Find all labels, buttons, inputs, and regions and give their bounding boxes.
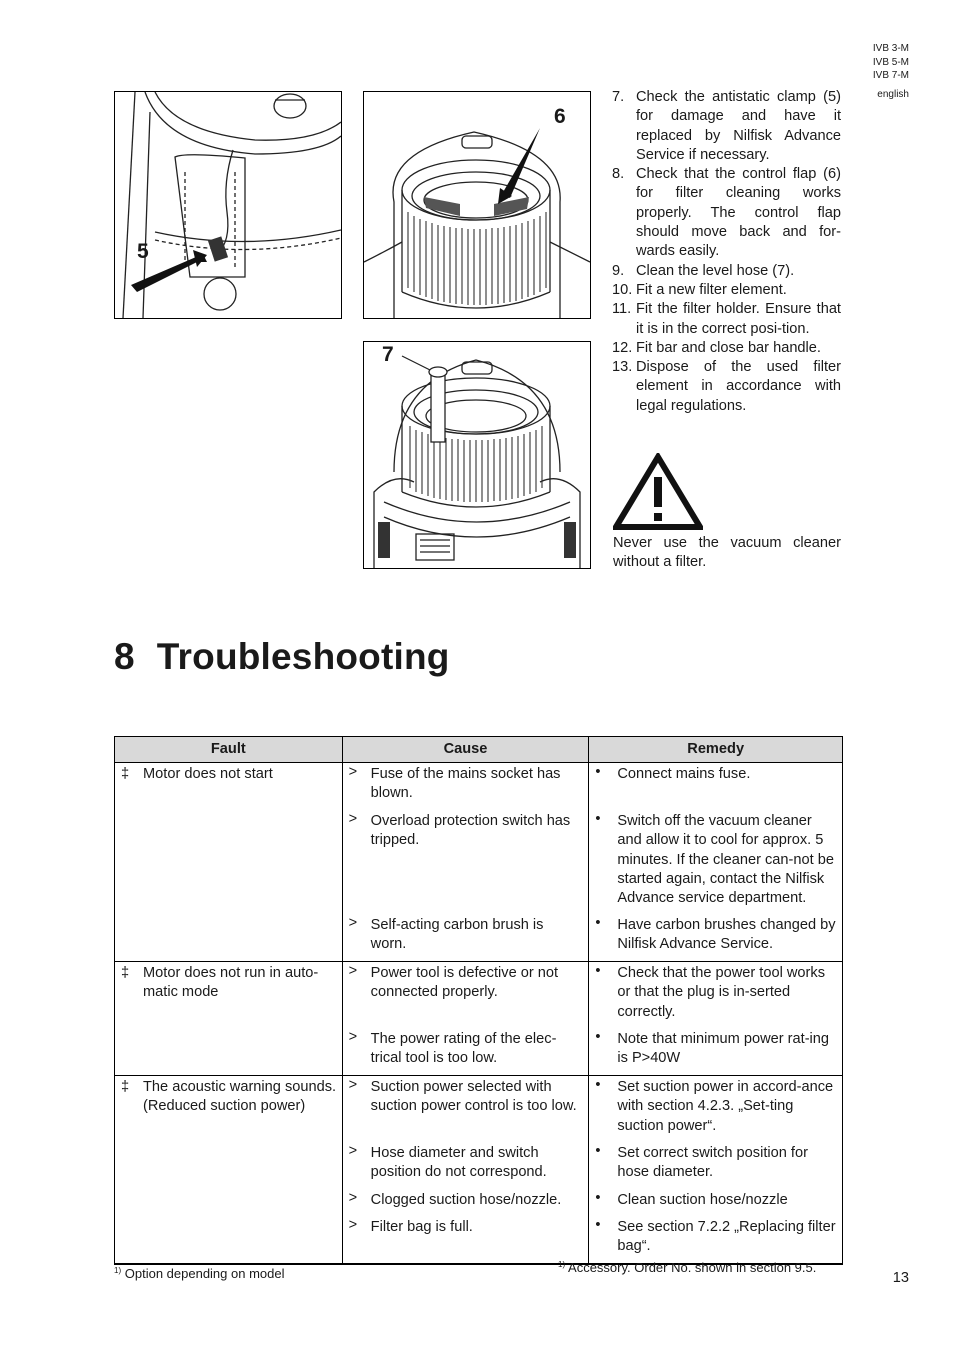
step-text: Check the antistatic clamp (5) for damage and have it replaced by Nilfisk Advance Service if necessary. [636,89,841,163]
remedy-item [589,962,842,1028]
model-name: IVB 3-M [872,43,909,54]
model-name: IVB 5-M [872,56,909,68]
model-name: IVB 7-M [872,70,909,81]
footnote-left-mark: 1) [114,1266,122,1275]
remedy-item [589,1216,842,1263]
remedy-text: Set suction power in accord-ance with section 4.2.3. „Set-ting suction power“. [617,1079,834,1134]
remedy-marker: • [595,811,601,827]
fault-cell [115,763,343,962]
chapter-number: 8 [114,636,135,677]
figure-antistatic-clamp [114,91,342,319]
cause-text: Filter bag is full. [370,1219,473,1235]
troubleshooting-table [114,736,843,1265]
remedy-text: Switch off the vacuum cleaner and allow it to cool for approx. 5 minutes. If the cleaner can-not be started again, contact the Nilfisk Advance service department. [617,813,834,907]
cause-cell [342,962,589,1076]
footnote-right-mark: 1) [558,1260,566,1269]
remedy-item [589,763,842,810]
remedy-cell [589,1076,843,1265]
cause-item [343,1216,589,1263]
footnote-right [558,1260,816,1275]
step-text: Clean the level hose (7). [636,262,795,279]
step-number: 12. [612,339,633,356]
fault-bullet: ‡ [121,965,130,981]
cause-cell [342,763,589,962]
instruction-step [612,88,841,165]
remedy-marker: • [595,915,601,931]
remedy-marker: • [595,764,601,780]
remedy-cell [589,763,843,962]
footnote-left [114,1266,284,1281]
remedy-marker: • [595,1217,601,1233]
remedy-text: Set correct switch position for hose diameter. [617,1145,808,1181]
table-body [115,763,843,1265]
remedy-text: Check that the power tool works or that the plug is in-serted correctly. [617,965,825,1020]
chapter-heading [114,636,450,678]
cause-text: Hose diameter and switch position do not correspond. [370,1145,547,1181]
table-row [115,1076,843,1265]
remedy-text: Note that minimum power rat-ing is P>40W [617,1031,830,1067]
cause-text: Power tool is defective or not connected properly. [370,965,559,1001]
table-row [115,763,843,962]
cause-item [343,1076,589,1142]
fault-text: The acoustic warning sounds. (Reduced suction power) [143,1079,337,1115]
step-number: 10. [612,281,633,298]
fault-bullet: ‡ [121,766,130,782]
footnote-right-text: Accessory. Order No. shown in section 9.5. [568,1260,817,1275]
fault-cell [115,962,343,1076]
cause-text: Overload protection switch has tripped. [370,813,571,849]
remedy-item [589,1076,842,1142]
remedy-item [589,810,842,914]
cause-item [343,962,589,1028]
header-cause: Cause [342,737,589,763]
remedy-marker: • [595,963,601,979]
warning-text: Never use the vacuum cleaner without a filter. [613,535,841,571]
cause-marker: > [348,811,358,827]
cause-marker: > [348,963,358,979]
figure-callout-5: 5 [137,240,149,263]
cause-marker: > [348,1217,358,1233]
table-row [115,962,843,1076]
step-text: Fit the filter holder. Ensure that it is in the correct posi-tion. [636,301,841,337]
step-text: Check that the control flap (6) for filter cleaning works properly. The control flap should move back and for-wards easily. [636,166,841,260]
cause-text: The power rating of the elec-trical tool is too low. [370,1031,557,1067]
cause-item [343,763,589,810]
table-header-row [115,737,843,763]
remedy-item [589,1028,842,1075]
cause-text: Suction power selected with suction power control is too low. [370,1079,577,1115]
cause-marker: > [348,764,358,780]
level-hose-illustration [364,342,590,568]
step-number: 9. [612,262,625,279]
step-text: Fit a new filter element. [636,281,787,298]
figure-callout-6: 6 [554,105,566,128]
cause-item [343,1189,589,1216]
cause-item [343,914,589,961]
step-number: 7. [612,89,625,105]
step-number: 11. [612,301,632,318]
antistatic-clamp-illustration [115,92,341,318]
instruction-step [612,165,841,261]
cause-marker: > [348,1190,358,1206]
step-number: 8. [612,166,625,183]
fault-bullet: ‡ [121,1079,130,1095]
chapter-title: Troubleshooting [156,636,450,677]
cause-text: Clogged suction hose/nozzle. [370,1192,562,1208]
cause-marker: > [348,1029,358,1045]
remedy-marker: • [595,1143,601,1159]
page-number: 13 [892,1270,909,1286]
header-remedy: Remedy [589,737,843,763]
cause-marker: > [348,1077,358,1093]
cause-item [343,1028,589,1075]
figure-callout-7: 7 [382,343,394,366]
fault-text: Motor does not start [143,766,273,782]
remedy-marker: • [595,1190,601,1206]
remedy-text: Connect mains fuse. [617,766,751,782]
figure-level-hose [363,341,591,569]
warning-triangle-icon [613,453,703,531]
instruction-step [612,358,841,416]
instruction-step [612,281,841,300]
cause-text: Fuse of the mains socket has blown. [370,766,561,802]
step-number: 13. [612,359,633,376]
figure-control-flap [363,91,591,319]
step-text: Fit bar and close bar handle. [636,339,821,356]
cause-item [343,1142,589,1189]
cause-cell [342,1076,589,1265]
instruction-step [612,339,841,358]
model-list [873,42,909,83]
instruction-step [612,262,841,281]
cause-marker: > [348,1143,358,1159]
remedy-text: Clean suction hose/nozzle [617,1192,788,1208]
cause-text: Self-acting carbon brush is worn. [370,917,544,953]
remedy-item [589,914,842,961]
header-fault: Fault [115,737,343,763]
language-label: english [877,89,909,100]
remedy-text: See section 7.2.2 „Replacing filter bag“. [617,1219,836,1255]
cause-marker: > [348,915,358,931]
remedy-item [589,1189,842,1216]
remedy-text: Have carbon brushes changed by Nilfisk Advance Service. [617,917,836,953]
fault-text: Motor does not run in auto-matic mode [143,965,319,1001]
remedy-marker: • [595,1029,601,1045]
remedy-cell [589,962,843,1076]
footnote-left-text: Option depending on model [124,1266,285,1281]
cause-item [343,810,589,914]
remedy-marker: • [595,1077,601,1093]
step-text: Dispose of the used filter element in accordance with legal regulations. [636,359,841,414]
instruction-steps [612,88,841,416]
instruction-step [612,300,841,339]
remedy-item [589,1142,842,1189]
fault-cell [115,1076,343,1265]
